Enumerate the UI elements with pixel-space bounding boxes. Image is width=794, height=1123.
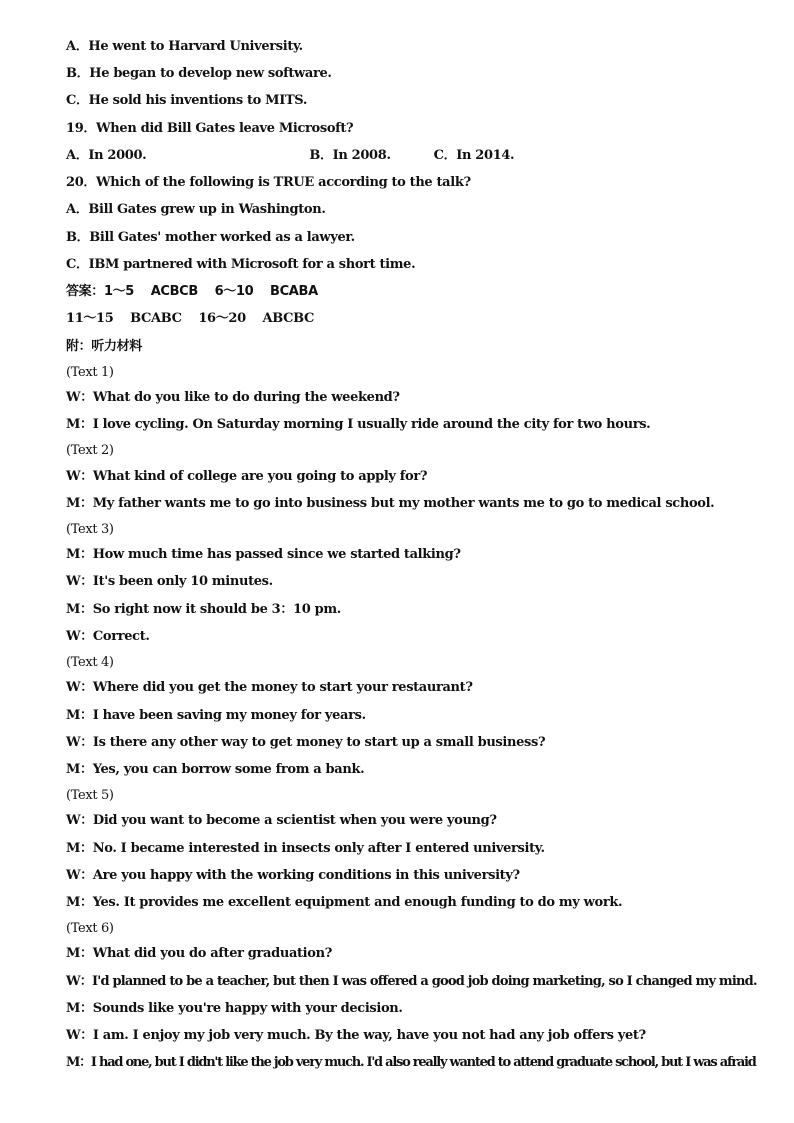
text3-line-1: M：How much time has passed since we started talking? — [66, 547, 461, 562]
text5-line-2: M：No. I became interested in insects only after I entered university. — [66, 841, 545, 856]
text6-line-3: M：Sounds like you're happy with your decision. — [66, 1001, 403, 1016]
appendix-title: 附：听力材料 — [66, 339, 142, 354]
q18-option-a: A．He went to Harvard University. — [66, 39, 303, 54]
text6-label: (Text 6) — [66, 921, 114, 936]
text4-line-1: W：Where did you get the money to start your restaurant? — [66, 680, 473, 695]
text3-line-2: W：It's been only 10 minutes. — [66, 574, 273, 589]
text6-line-5: M：I had one, but I didn't like the job very much. I'd also really wanted to attend graduate school, but I was afraid — [66, 1055, 756, 1070]
text5-label: (Text 5) — [66, 788, 114, 803]
answer-key-line-2: 11～15 BCABC 16～20 ABCBC — [66, 311, 314, 326]
text3-label: (Text 3) — [66, 522, 114, 537]
text5-line-3: W：Are you happy with the working conditions in this university? — [66, 868, 520, 883]
q20-option-a: A．Bill Gates grew up in Washington. — [66, 202, 326, 217]
q20-option-b: B．Bill Gates' mother worked as a lawyer. — [66, 230, 355, 245]
text1-line-2: M：I love cycling. On Saturday morning I usually ride around the city for two hours. — [66, 417, 651, 432]
text1-label: (Text 1) — [66, 365, 114, 380]
text4-label: (Text 4) — [66, 655, 114, 670]
answer-key-line-1: 答案：1～5 ACBCB 6～10 BCABA — [66, 284, 318, 299]
q19-stem: 19．When did Bill Gates leave Microsoft? — [66, 121, 354, 136]
q19-option-b: B．In 2008. — [309, 148, 391, 163]
text2-line-1: W：What kind of college are you going to apply for? — [66, 469, 428, 484]
text3-line-3: M：So right now it should be 3：10 pm. — [66, 602, 341, 617]
text3-line-4: W：Correct. — [66, 629, 150, 644]
text2-line-2: M：My father wants me to go into business but my mother wants me to go to medical school. — [66, 496, 715, 511]
text4-line-3: W：Is there any other way to get money to start up a small business? — [66, 735, 546, 750]
text2-label: (Text 2) — [66, 443, 114, 458]
q18-option-c: C．He sold his inventions to MITS. — [66, 93, 308, 108]
q20-option-c: C．IBM partnered with Microsoft for a short time. — [66, 257, 416, 272]
q18-option-b: B．He began to develop new software. — [66, 66, 332, 81]
text6-line-1: M：What did you do after graduation? — [66, 946, 332, 961]
text6-line-2: W：I'd planned to be a teacher, but then I was offered a good job doing marketing, so I changed my mind. — [66, 974, 757, 989]
text5-line-1: W：Did you want to become a scientist when you were young? — [66, 813, 497, 828]
q20-stem: 20．Which of the following is TRUE according to the talk? — [66, 175, 471, 190]
text1-line-1: W：What do you like to do during the weekend? — [66, 390, 400, 405]
text4-line-2: M：I have been saving my money for years. — [66, 708, 366, 723]
text6-line-4: W：I am. I enjoy my job very much. By the way, have you not had any job offers yet? — [66, 1028, 646, 1043]
q19-option-c: C．In 2014. — [433, 148, 515, 163]
q19-option-a: A．In 2000. — [66, 148, 147, 163]
q19-options — [66, 148, 514, 164]
text4-line-4: M：Yes, you can borrow some from a bank. — [66, 762, 365, 777]
text5-line-4: M：Yes. It provides me excellent equipment and enough funding to do my work. — [66, 895, 623, 910]
